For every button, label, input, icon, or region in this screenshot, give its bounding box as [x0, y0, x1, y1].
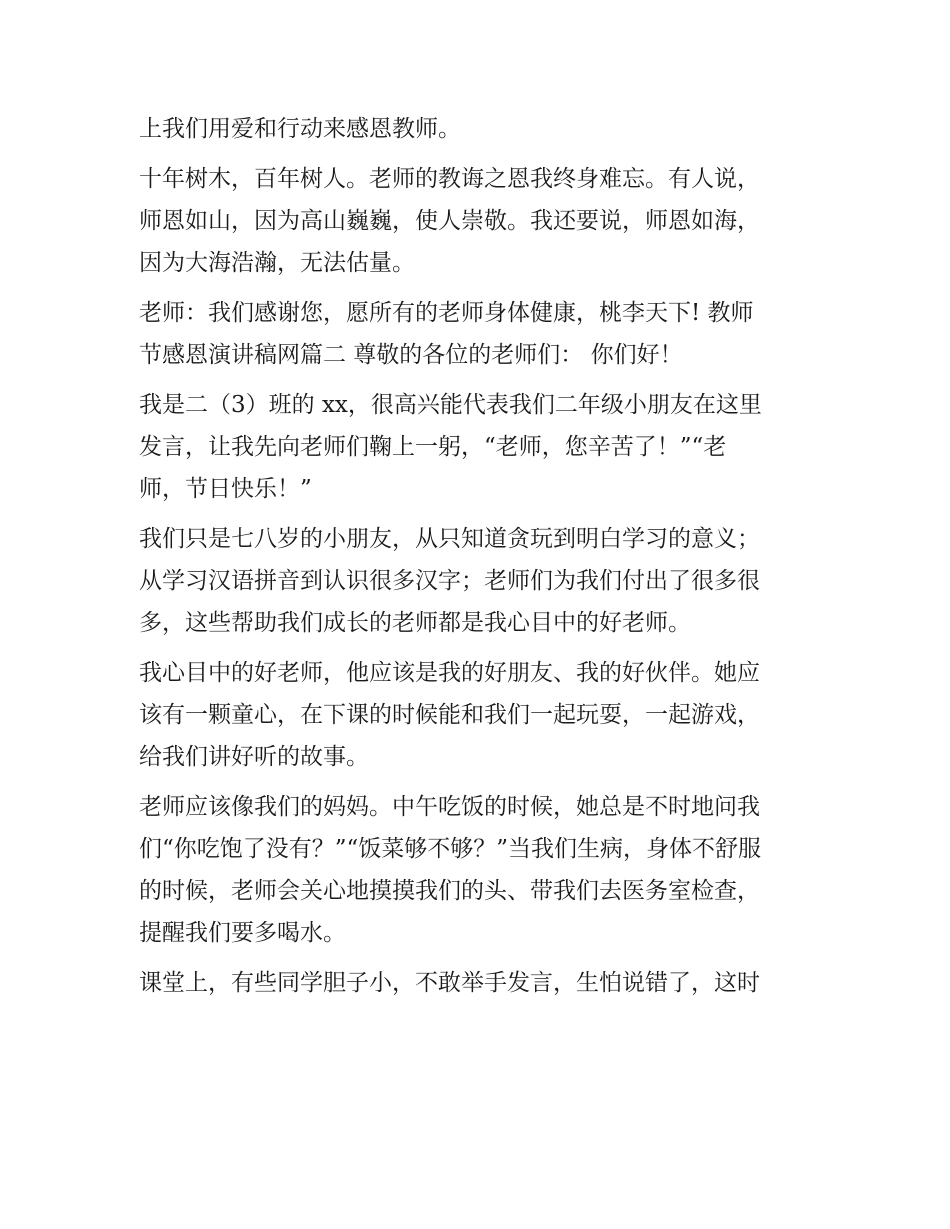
text-line: 老师：我们感谢您，愿所有的老师身体健康，桃李天下! 教师: [139, 300, 754, 326]
paragraph: [139, 158, 819, 284]
text-line: 给我们讲好听的故事。: [139, 744, 369, 770]
text-line: 我心目中的好老师，他应该是我的好朋友、我的好伙伴。她应: [139, 660, 760, 686]
text-line: 上我们用爱和行动来感恩教师。: [139, 116, 461, 142]
text-line: 们“你吃饱了没有？”“饭菜够不够？”当我们生病，身体不舒服: [139, 836, 762, 862]
paragraph: [139, 652, 819, 778]
document-body: [139, 108, 819, 1004]
paragraph: [139, 108, 819, 150]
text-line: 从学习汉语拼音到认识很多汉字；老师们为我们付出了很多很: [139, 568, 760, 594]
text-line: 十年树木，百年树人。老师的教诲之恩我终身难忘。有人说，: [139, 166, 760, 192]
paragraph: [139, 384, 819, 510]
text-line: 的时候，老师会关心地摸摸我们的头、带我们去医务室检查，: [139, 878, 760, 904]
text-line: 该有一颗童心，在下课的时候能和我们一起玩耍，一起游戏，: [139, 702, 760, 728]
paragraph: [139, 518, 819, 644]
text-line: 师恩如山，因为高山巍巍，使人崇敬。我还要说，师恩如海，: [139, 208, 760, 234]
text-line: 师，节日快乐！”: [139, 476, 312, 502]
text-line: 多，这些帮助我们成长的老师都是我心目中的好老师。: [139, 610, 691, 636]
text-line: 提醒我们要多喝水。: [139, 920, 346, 946]
text-line: 我们只是七八岁的小朋友，从只知道贪玩到明白学习的意义；: [139, 526, 760, 552]
text-line: 课堂上，有些同学胆子小，不敢举手发言，生怕说错了，这时: [139, 970, 760, 996]
paragraph: [139, 786, 819, 954]
text-line: 我是二（3）班的 xx，很高兴能代表我们二年级小朋友在这里: [139, 392, 762, 418]
text-line: 因为大海浩瀚，无法估量。: [139, 250, 415, 276]
text-line: 节感恩演讲稿网篇二 尊敬的各位的老师们： 你们好！: [139, 342, 683, 368]
text-line: 发言，让我先向老师们鞠上一躬，“老师，您辛苦了！”“老: [139, 434, 727, 460]
paragraph: [139, 962, 819, 1004]
paragraph: [139, 292, 819, 376]
text-line: 老师应该像我们的妈妈。中午吃饭的时候，她总是不时地问我: [139, 794, 760, 820]
